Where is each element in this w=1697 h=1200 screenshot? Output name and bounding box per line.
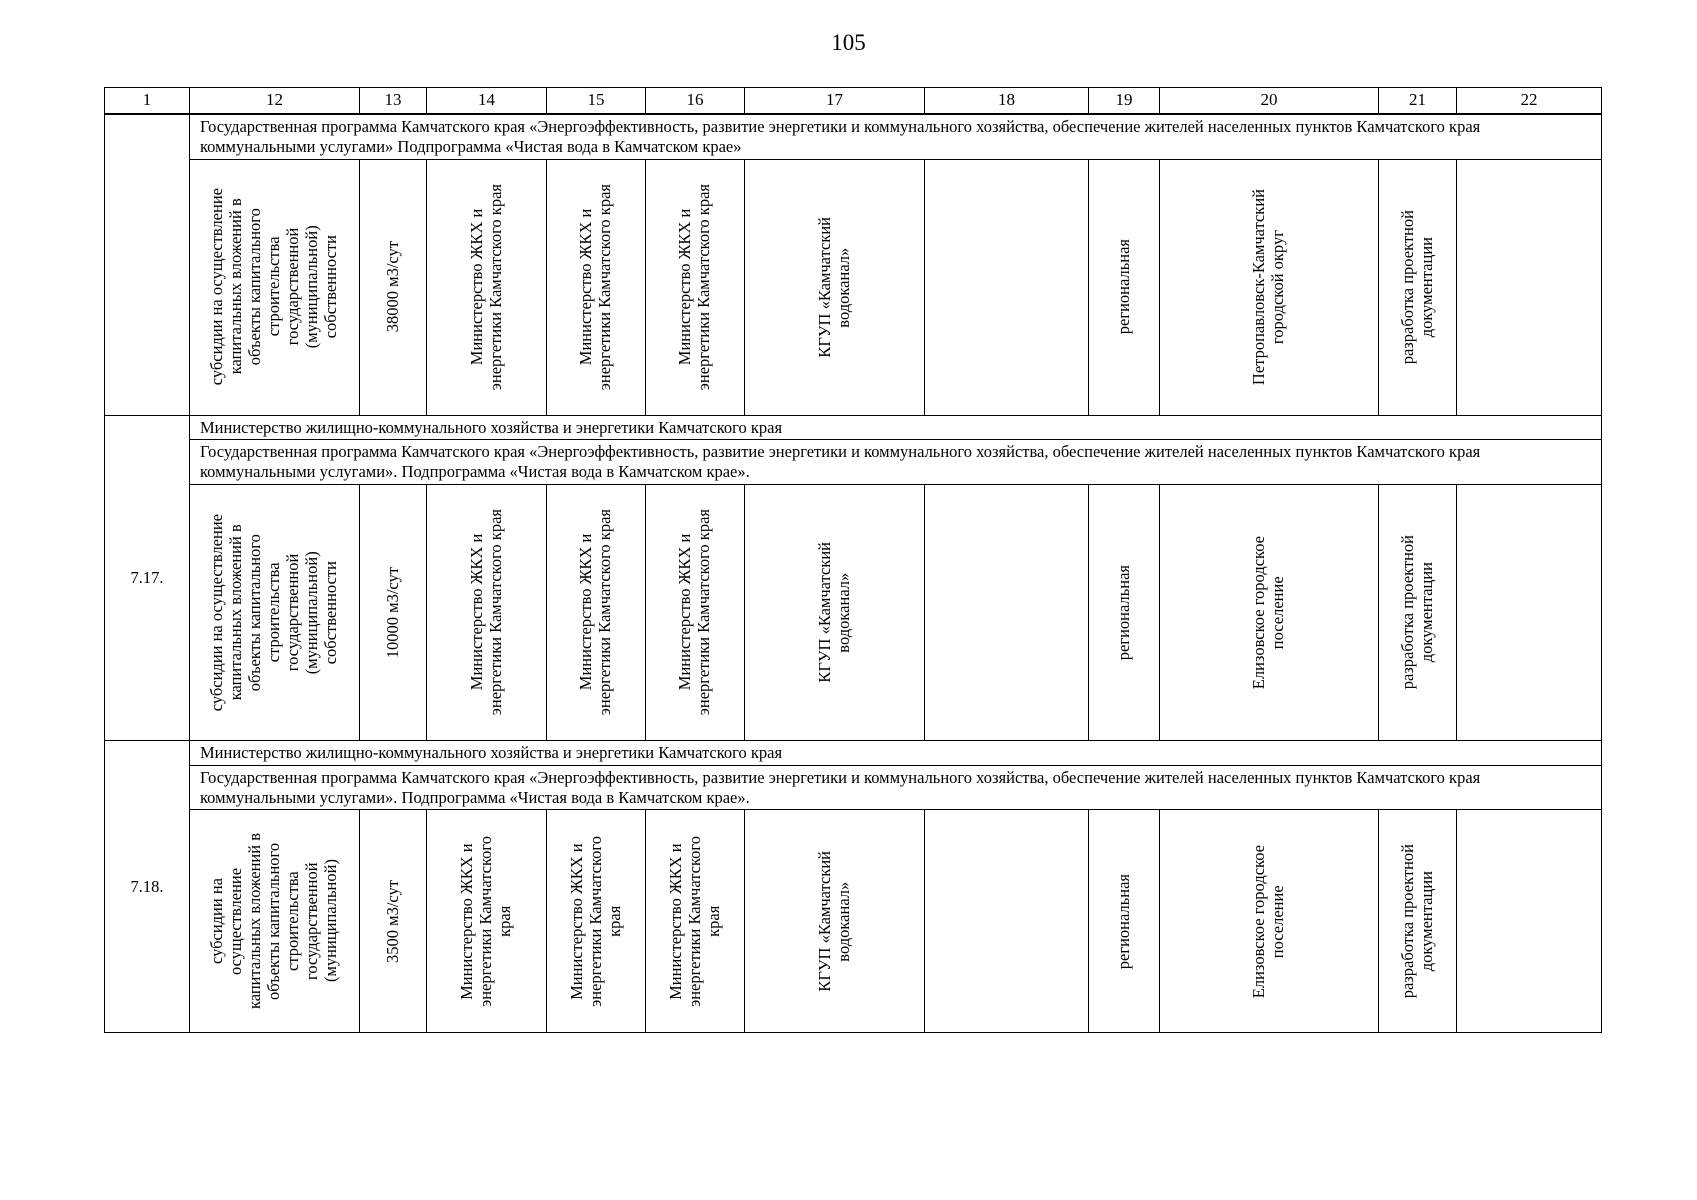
ministry-cell-15: Министерство ЖКХ и энергетики Камчатского края [576,509,614,716]
empty-cell-22 [1457,159,1602,415]
level-cell: региональная [1113,239,1133,335]
empty-cell-18 [925,159,1089,415]
ministry-cell-15: Министерство ЖКХ и энергетики Камчатского края [576,183,614,391]
ministry-cell-16: Министерство ЖКХ и энергетики Камчатского края [675,509,713,716]
capacity-cell: 10000 м3/сут [382,566,402,659]
program-title: Государственная программа Камчатского края «Энергоэффективность, развитие энергетики и коммунального хозяйства, обеспечение жителей населенных пунктов Камчатского края коммунальными услугами». Подпрограмма «Чистая вода в Камчатском крае». [190,765,1602,810]
entry-row [105,484,1602,740]
entry-row [105,159,1602,415]
municipality-cell: Елизовское городское поселение [1249,535,1287,690]
column-header: 13 [360,88,427,115]
column-header: 1 [105,88,190,115]
program-title: Государственная программа Камчатского края «Энергоэффективность, развитие энергетики и коммунального хозяйства, обеспечение жителей населенных пунктов Камчатского края коммунальными услугами» Подпрограмма «Чистая вода в Камчатском крае» [190,114,1602,159]
subsidy-cell: субсидии на осуществление капитальных вложений в объекты капитального строительства государственной (муниципальной) [207,833,340,1010]
stage-cell: разработка проектной документации [1397,209,1436,365]
ministry-cell-15: Министерство ЖКХ и энергетики Камчатского края [566,835,624,1007]
ministry-cell-14: Министерство ЖКХ и энергетики Камчатского края [466,183,505,391]
stage-cell: разработка проектной документации [1397,535,1436,690]
ministry-cell-16: Министерство ЖКХ и энергетики Камчатского края [675,183,713,391]
ministry-cell-16: Министерство ЖКХ и энергетики Камчатского края [665,835,723,1007]
ministry-title: Министерство жилищно-коммунального хозяйства и энергетики Камчатского края [190,740,1602,765]
subsidy-cell: субсидии на осуществление капитальных вложений в объекты капитального строительства государственной (муниципальной) собственности [207,513,340,712]
column-header: 12 [190,88,360,115]
operator-cell: КГУП «Камчатский водоканал» [814,851,853,992]
column-header: 21 [1379,88,1457,115]
ministry-row [105,415,1602,440]
page-number: 105 [831,30,866,55]
level-cell: региональная [1113,873,1133,969]
column-header: 15 [547,88,646,115]
subsidy-cell: субсидии на осуществление капитальных вложений в объекты капитального строительства государственной (муниципальной) собственности [207,188,340,386]
program-title: Государственная программа Камчатского края «Энергоэффективность, развитие энергетики и коммунального хозяйства, обеспечение жителей населенных пунктов Камчатского края коммунальными услугами». Подпрограмма «Чистая вода в Камчатском крае». [190,440,1602,485]
program-row [105,765,1602,810]
empty-cell-22 [1457,810,1602,1033]
stage-cell: разработка проектной документации [1397,844,1436,999]
column-header: 20 [1160,88,1379,115]
column-header: 19 [1089,88,1160,115]
column-header: 17 [745,88,925,115]
municipality-cell: Петропавловск-Камчатский городской округ [1249,189,1287,386]
column-header: 22 [1457,88,1602,115]
empty-cell-22 [1457,484,1602,740]
entry-number: 7.18. [105,740,190,1032]
ministry-cell-14: Министерство ЖКХ и энергетики Камчатского края [457,835,514,1007]
program-row [105,440,1602,485]
empty-cell-18 [925,810,1089,1033]
ministry-title: Министерство жилищно-коммунального хозяйства и энергетики Камчатского края [190,415,1602,440]
empty-cell-18 [925,484,1089,740]
entry-number: 7.17. [105,415,190,740]
municipality-cell: Елизовское городское поселение [1249,844,1287,998]
level-cell: региональная [1113,564,1133,661]
program-row [105,114,1602,159]
ministry-row [105,740,1602,765]
column-header: 14 [427,88,547,115]
document-table [104,87,1602,1033]
ministry-cell-14: Министерство ЖКХ и энергетики Камчатского края [466,509,505,716]
operator-cell: КГУП «Камчатский водоканал» [814,542,853,683]
capacity-cell: 3500 м3/сут [382,879,402,963]
entry-number [105,114,190,415]
column-header-row [105,88,1602,115]
capacity-cell: 38000 м3/сут [382,241,402,333]
column-header: 18 [925,88,1089,115]
column-header: 16 [646,88,745,115]
entry-row [105,810,1602,1033]
operator-cell: КГУП «Камчатский водоканал» [814,216,853,358]
